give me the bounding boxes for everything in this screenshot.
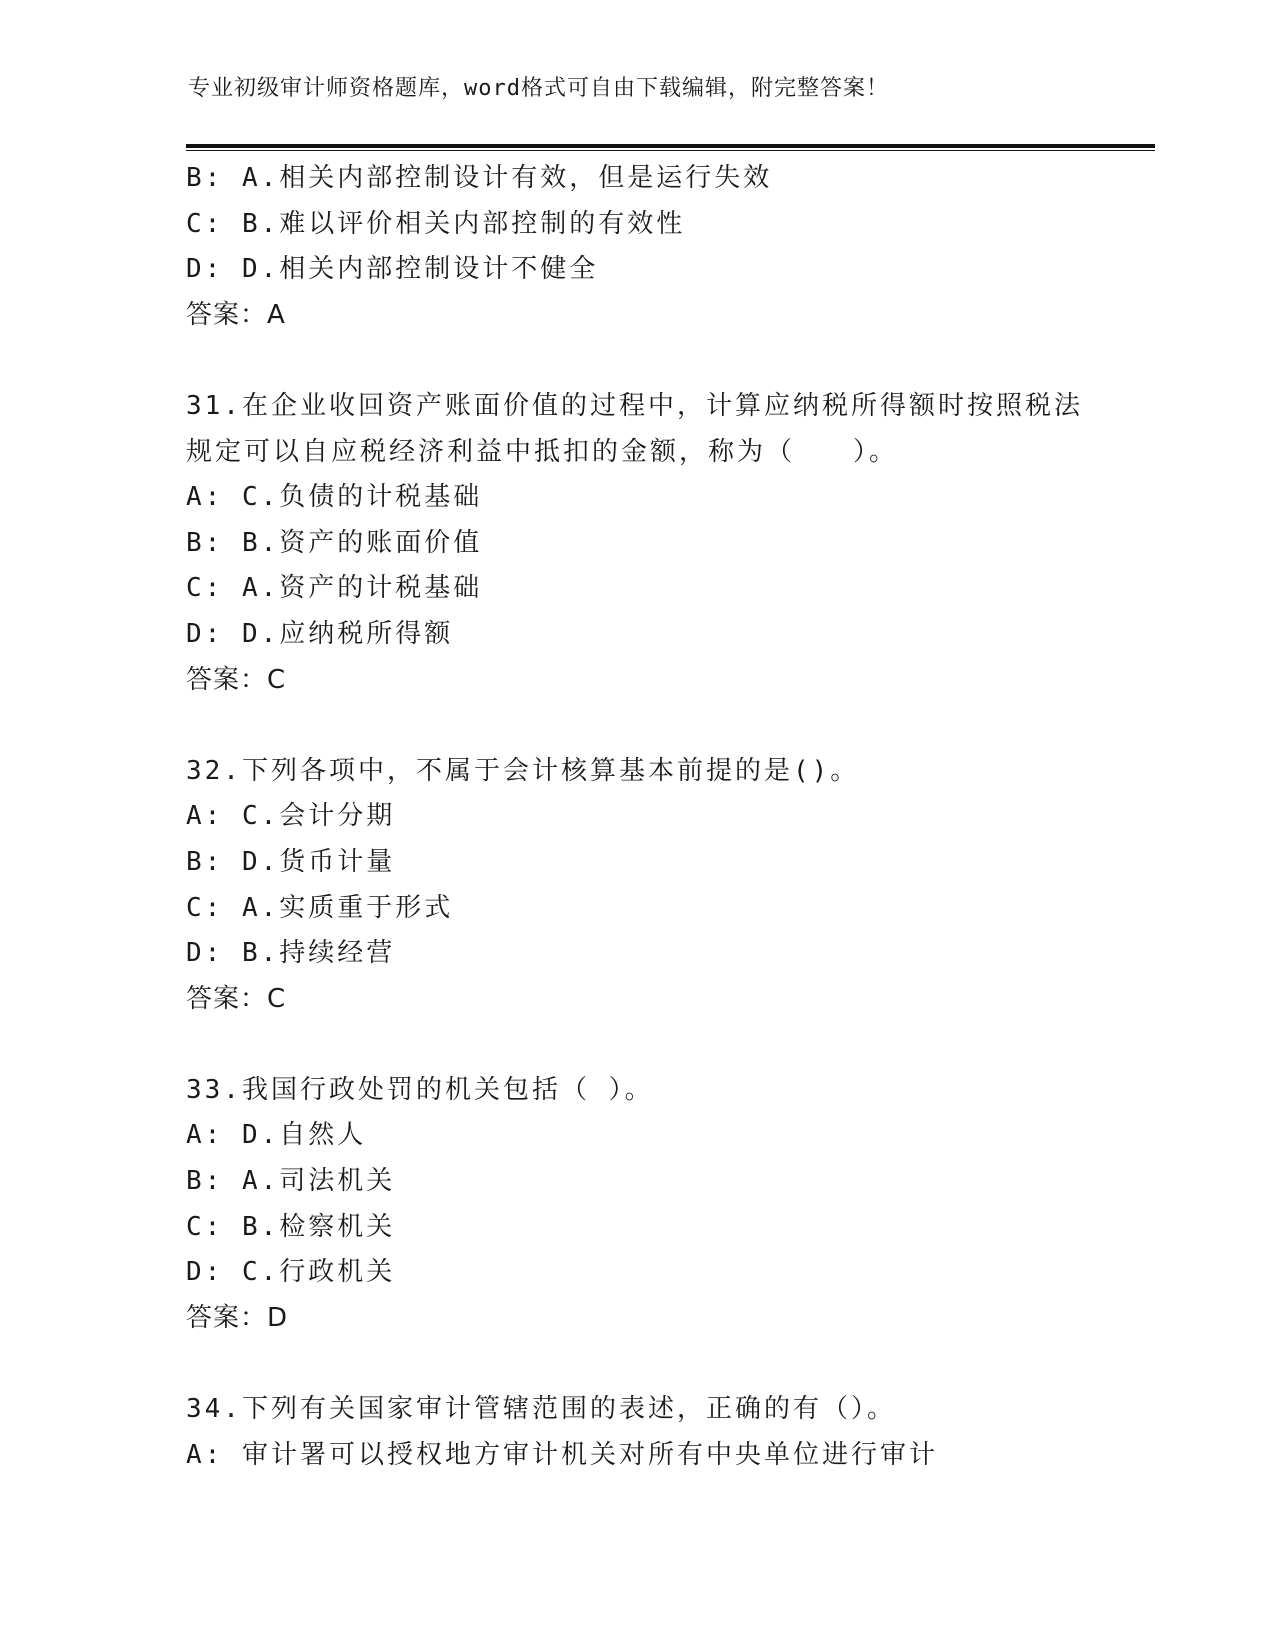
option-line: A: C.负债的计税基础 (186, 482, 483, 513)
option-line: C: A.实质重于形式 (186, 892, 454, 923)
option-line: D: C.行政机关 (186, 1257, 396, 1288)
question-34 (186, 1387, 1126, 1478)
option-line: C: A.资产的计税基础 (186, 573, 483, 604)
question-stem: 32.下列各项中，不属于会计核算基本前提的是()。 (186, 755, 860, 786)
question-stem: 31.在企业收回资产账面价值的过程中，计算应纳税所得额时按照税法 (186, 390, 1083, 421)
option-line: A: C.会计分期 (186, 801, 396, 832)
option-line: D: D.应纳税所得额 (186, 618, 454, 649)
option-line: A: 审计署可以授权地方审计机关对所有中央单位进行审计 (186, 1439, 938, 1470)
question-stem: 33.我国行政处罚的机关包括（ ）。 (186, 1074, 654, 1105)
page-header: 专业初级审计师资格题库，word格式可自由下载编辑，附完整答案！ (188, 76, 889, 101)
question-33 (186, 1068, 1126, 1342)
answer-line: 答案：D (186, 1302, 289, 1333)
question-stem: 34.下列有关国家审计管辖范围的表述，正确的有（）。 (186, 1394, 896, 1425)
option-line: D: D.相关内部控制设计不健全 (186, 254, 599, 285)
option-line: C: B.难以评价相关内部控制的有效性 (186, 208, 686, 239)
document-body (186, 156, 1126, 1478)
answer-line: 答案：C (186, 983, 287, 1014)
option-line: A: D.自然人 (186, 1120, 367, 1151)
option-line: D: B.持续经营 (186, 938, 396, 969)
option-line: C: B.检察机关 (186, 1211, 396, 1242)
option-line: B: B.资产的账面价值 (186, 527, 483, 558)
option-line: B: D.货币计量 (186, 846, 396, 877)
header-divider (186, 144, 1155, 151)
answer-line: 答案：C (186, 664, 287, 695)
question-fragment (186, 156, 1126, 338)
answer-line: 答案：A (186, 299, 286, 330)
question-31 (186, 384, 1126, 703)
question-32 (186, 749, 1126, 1023)
option-line: B: A.相关内部控制设计有效，但是运行失效 (186, 163, 773, 193)
option-line: B: A.司法机关 (186, 1166, 396, 1197)
question-stem: 规定可以自应税经济利益中抵扣的金额，称为（ ）。 (186, 436, 899, 467)
